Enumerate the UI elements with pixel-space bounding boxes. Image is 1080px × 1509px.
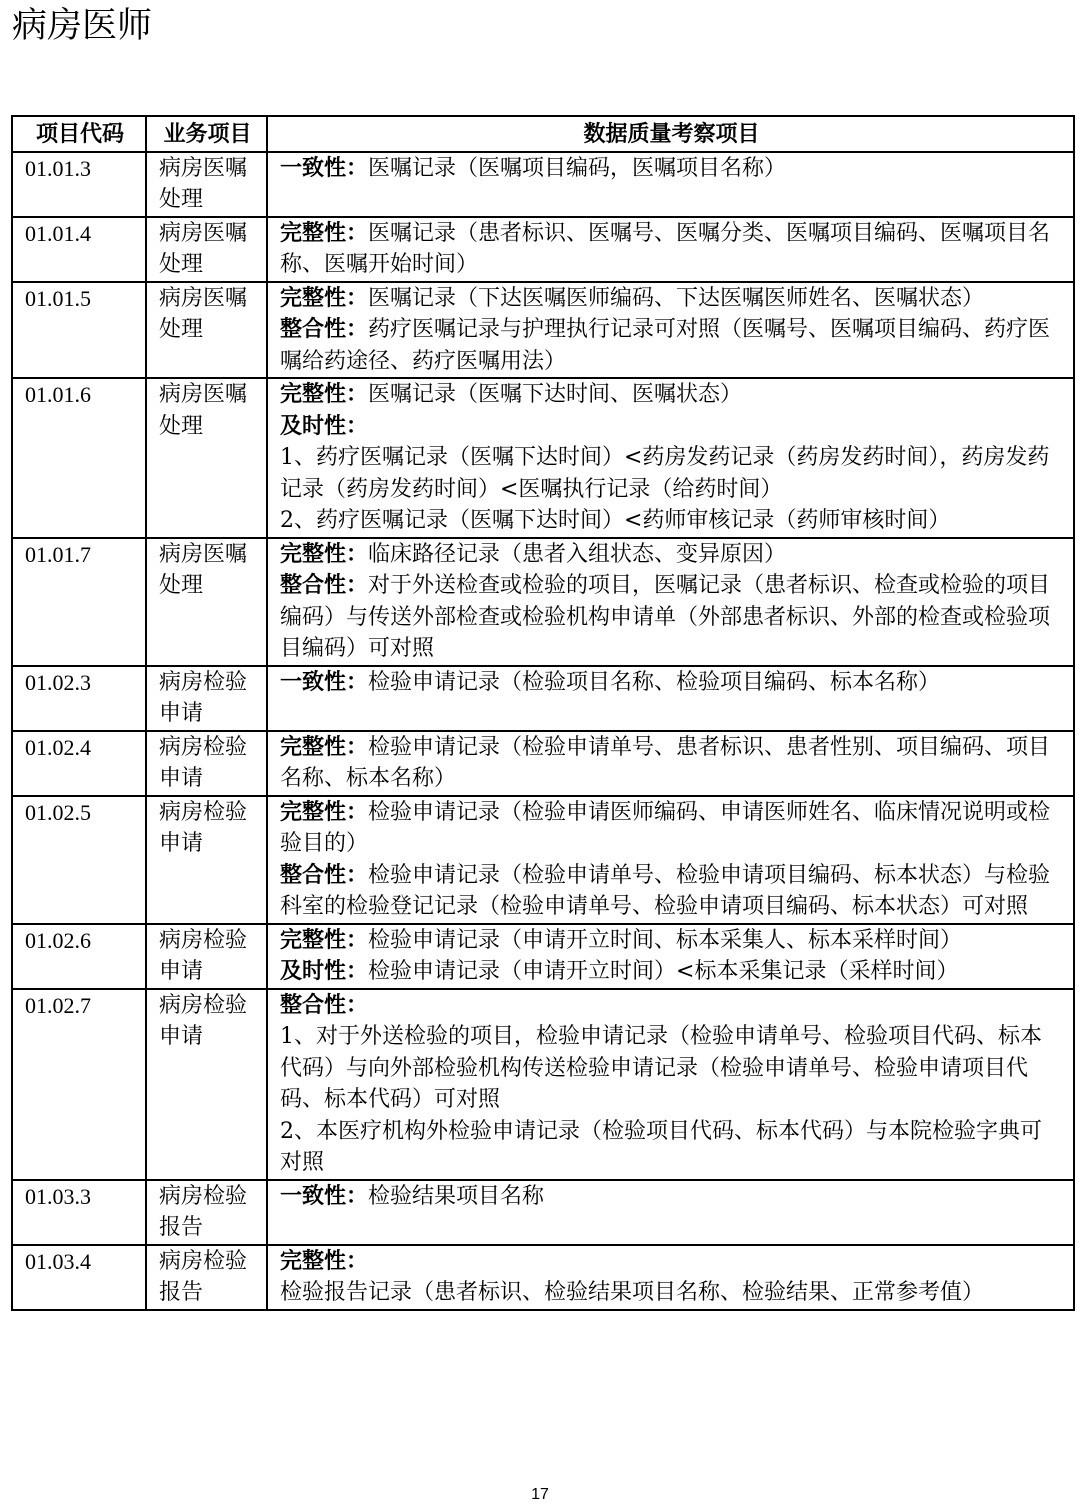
quality-line	[280, 283, 1063, 315]
item-code: 01.03.4	[12, 1245, 146, 1310]
quality-dimension-label: 完整性：	[280, 1248, 369, 1274]
quality-item	[267, 538, 1074, 666]
quality-line-text: 检验申请记录（申请开立时间、标本采集人、标本采样时间）	[368, 927, 963, 953]
quality-line-text: 医嘱记录（下达医嘱医师编码、下达医嘱医师姓名、医嘱状态）	[368, 285, 985, 311]
quality-line-text: 对于外送检查或检验的项目，医嘱记录（患者标识、检查或检验的项目编码）与传送外部检查或检验机构申请单（外部患者标识、外部的检查或检验项目编码）可对照	[280, 573, 1051, 661]
quality-line	[280, 411, 1063, 443]
quality-item	[267, 378, 1074, 538]
quality-line	[280, 153, 1063, 185]
quality-dimension-label: 完整性：	[280, 285, 369, 311]
quality-dimension-label: 一致性：	[280, 669, 369, 695]
quality-dimension-label: 整合性：	[280, 317, 369, 342]
page-number: 17	[531, 1486, 549, 1503]
quality-line-text: 1、药疗医嘱记录（医嘱下达时间）<药房发药记录（药房发药时间），药房发药记录（药房发药时间）<医嘱执行记录（给药时间）	[280, 445, 1050, 502]
quality-line	[280, 570, 1063, 665]
table-row	[12, 796, 1074, 924]
quality-line-text: 1、对于外送检验的项目，检验申请记录（检验申请单号、检验项目代码、标本代码）与向外部检验机构传送检验申请记录（检验申请单号、检验申请项目代码、标本代码）可对照	[280, 1024, 1042, 1112]
quality-dimension-label: 整合性：	[280, 573, 369, 598]
quality-dimension-label: 完整性：	[280, 541, 369, 567]
quality-line	[280, 925, 1063, 957]
quality-line	[280, 442, 1063, 505]
quality-item	[267, 1180, 1074, 1245]
header-quality: 数据质量考察项目	[267, 116, 1074, 152]
quality-item	[267, 666, 1074, 731]
quality-line	[280, 956, 1063, 988]
business-item: 病房医嘱处理	[146, 538, 267, 666]
quality-line	[280, 1181, 1063, 1213]
table-row	[12, 989, 1074, 1180]
item-code: 01.02.3	[12, 666, 146, 731]
page-title: 病房医师	[12, 6, 153, 46]
business-item: 病房检验报告	[146, 1245, 267, 1310]
quality-dimension-label: 及时性：	[280, 959, 369, 984]
quality-line	[280, 732, 1063, 795]
quality-dimension-label: 一致性：	[280, 1183, 369, 1209]
table-row	[12, 924, 1074, 989]
item-code: 01.02.4	[12, 731, 146, 796]
business-item: 病房医嘱处理	[146, 282, 267, 379]
table-row	[12, 217, 1074, 282]
quality-line	[280, 539, 1063, 571]
business-item: 病房检验申请	[146, 666, 267, 731]
quality-line-text: 检验申请记录（检验项目名称、检验项目编码、标本名称）	[368, 669, 941, 695]
quality-dimension-label: 完整性：	[280, 799, 369, 825]
quality-dimension-label: 及时性：	[280, 413, 369, 439]
quality-line	[280, 990, 1063, 1022]
quality-line	[280, 505, 1063, 537]
quality-line	[280, 797, 1063, 860]
header-code: 项目代码	[12, 116, 146, 152]
table-row	[12, 666, 1074, 731]
item-code: 01.02.5	[12, 796, 146, 924]
quality-line-text: 检验申请记录（检验申请医师编码、申请医师姓名、临床情况说明或检验目的）	[280, 799, 1051, 856]
quality-item	[267, 924, 1074, 989]
quality-line-text: 医嘱记录（医嘱项目编码，医嘱项目名称）	[368, 155, 787, 181]
item-code: 01.01.5	[12, 282, 146, 379]
table-row	[12, 378, 1074, 538]
table-header-row	[12, 116, 1074, 152]
business-item: 病房医嘱处理	[146, 152, 267, 217]
quality-line	[280, 667, 1063, 699]
quality-item	[267, 731, 1074, 796]
quality-line-text: 检验申请记录（申请开立时间）<标本采集记录（采样时间）	[368, 959, 959, 984]
quality-table	[11, 115, 1075, 1311]
quality-line-text: 检验报告记录（患者标识、检验结果项目名称、检验结果、正常参考值）	[280, 1280, 985, 1305]
quality-item	[267, 152, 1074, 217]
item-code: 01.02.7	[12, 989, 146, 1180]
business-item: 病房检验申请	[146, 989, 267, 1180]
table-row	[12, 731, 1074, 796]
business-item: 病房检验申请	[146, 924, 267, 989]
quality-line-text: 2、本医疗机构外检验申请记录（检验项目代码、标本代码）与本院检验字典可对照	[280, 1118, 1042, 1175]
quality-line-text: 药疗医嘱记录与护理执行记录可对照（医嘱号、医嘱项目编码、药疗医嘱给药途径、药疗医嘱用法）	[280, 317, 1051, 374]
quality-line-text: 医嘱记录（医嘱下达时间、医嘱状态）	[368, 382, 743, 407]
quality-item	[267, 282, 1074, 379]
item-code: 01.01.4	[12, 217, 146, 282]
quality-line	[280, 1246, 1063, 1309]
business-item: 病房检验报告	[146, 1180, 267, 1245]
quality-line-text: 医嘱记录（患者标识、医嘱号、医嘱分类、医嘱项目编码、医嘱项目名称、医嘱开始时间）	[280, 220, 1051, 277]
table-row	[12, 282, 1074, 379]
quality-line-text: 检验结果项目名称	[368, 1183, 545, 1209]
item-code: 01.03.3	[12, 1180, 146, 1245]
item-code: 01.01.7	[12, 538, 146, 666]
quality-line	[280, 1021, 1063, 1116]
table-row	[12, 1180, 1074, 1245]
table-row	[12, 538, 1074, 666]
quality-line-text: 临床路径记录（患者入组状态、变异原因）	[368, 541, 787, 567]
quality-item	[267, 217, 1074, 282]
quality-dimension-label: 整合性：	[280, 992, 369, 1018]
quality-line-text: 检验申请记录（检验申请单号、检验申请项目编码、标本状态）与检验科室的检验登记记录（检验申请单号、检验申请项目编码、标本状态）可对照	[280, 862, 1051, 919]
quality-item	[267, 796, 1074, 924]
item-code: 01.02.6	[12, 924, 146, 989]
quality-line	[280, 860, 1063, 923]
quality-line	[280, 379, 1063, 411]
quality-line	[280, 218, 1063, 281]
business-item: 病房检验申请	[146, 731, 267, 796]
quality-dimension-label: 完整性：	[280, 382, 369, 407]
business-item: 病房医嘱处理	[146, 217, 267, 282]
business-item: 病房医嘱处理	[146, 378, 267, 538]
header-business: 业务项目	[146, 116, 267, 152]
quality-dimension-label: 一致性：	[280, 155, 369, 181]
quality-line	[280, 314, 1063, 377]
quality-dimension-label: 完整性：	[280, 734, 369, 760]
table-row	[12, 1245, 1074, 1310]
quality-dimension-label: 完整性：	[280, 220, 369, 246]
quality-item	[267, 989, 1074, 1180]
quality-line-text: 2、药疗医嘱记录（医嘱下达时间）<药师审核记录（药师审核时间）	[280, 508, 951, 533]
item-code: 01.01.6	[12, 378, 146, 538]
quality-line-text: 检验申请记录（检验申请单号、患者标识、患者性别、项目编码、项目名称、标本名称）	[280, 734, 1051, 791]
quality-item	[267, 1245, 1074, 1310]
quality-dimension-label: 整合性：	[280, 862, 369, 888]
table-row	[12, 152, 1074, 217]
business-item: 病房检验申请	[146, 796, 267, 924]
item-code: 01.01.3	[12, 152, 146, 217]
quality-line	[280, 1116, 1063, 1179]
quality-dimension-label: 完整性：	[280, 927, 369, 953]
